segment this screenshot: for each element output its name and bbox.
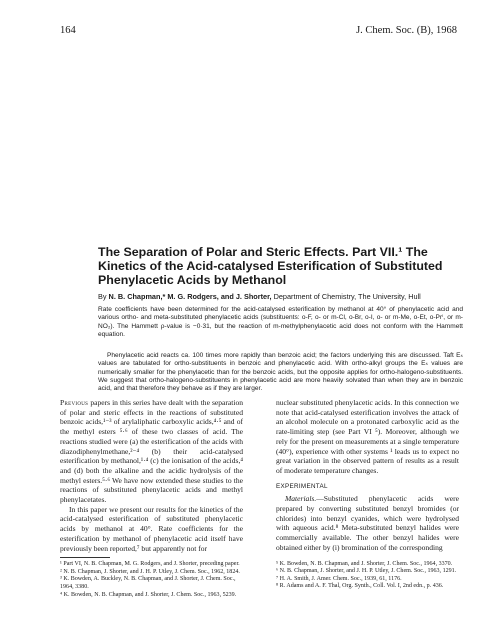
footnote-1: ¹ Part VI, N. B. Chapman, M. G. Rodgers, and J. Shorter, preceding paper. (60, 561, 240, 568)
footnote-8: ⁸ R. Adams and A. F. Thal, Org. Synth., Coll. Vol. I, 2nd edn., p. 436. (276, 583, 444, 590)
page-number: 164 (60, 25, 76, 36)
intro-lead-word: Previous (60, 398, 89, 407)
intro-text: papers in this series have dealt with the separation of polar and steric effects in the reactions of substituted benzoic acids,¹⁻³ of arylaliphatic carboxylic acids,⁴·⁵ and of the methyl esters ⁵·⁶ of these two classes of acid. The reactions studied were (a) the esterification of the acids with diazodiphenylmethane,²⁻⁴ (b) their acid-catalysed esterification by methanol,¹·⁴ (c) the ionisation of the acids,⁴ and (d) both the alkaline and the acidic hydrolysis of the methyl esters.⁵·⁶ We have now extended these studies to the reactions of substituted phenylacetic acids and methyl phenylacetates. (60, 398, 243, 505)
footnote-5: ⁵ K. Bowden, N. B. Chapman, and J. Shorter, J. Chem. Soc., 1964, 3370. (276, 560, 453, 567)
authors: N. B. Chapman,* M. G. Rodgers, and J. Shorter, (108, 292, 272, 301)
right-column (276, 398, 459, 591)
experimental-heading: EXPERIMENTAL (276, 482, 328, 490)
footnote-3: ³ K. Bowden, A. Buckley, N. B. Chapman, and J. Shorter, J. Chem. Soc., 1964, 3380. (60, 576, 236, 591)
article-title: The Separation of Polar and Steric Effects. Part VII.¹ The Kinetics of the Acid-catalysed Esterification of Substituted Phenylacetic Acids by Methanol (98, 245, 443, 287)
materials-paragraph (276, 494, 459, 552)
left-column (60, 398, 243, 599)
running-head: J. Chem. Soc. (B), 1968 (356, 25, 457, 36)
byline-prefix: By (98, 292, 109, 301)
abstract-paragraph-2: Phenylacetic acid reacts ca. 100 times more rapidly than benzoic acid; the factors underlying this are discussed. Taft Eₛ values are tabulated for ortho-substituents in benzoic and phenylacetic acid. With ortho-alkyl groups the Eₛ values are numerically smaller for the phenylacetic than for the benzoic acids, but the opposite applies for ortho-halogeno-substituents. We suggest that ortho-halogeno-substituents in phenylacetic acid are more heavily solvated than when they are in benzoic acid, and that therefore they behave as if they are larger. (98, 352, 463, 393)
body-paragraph-3: nuclear substituted phenylacetic acids. In this connection we note that acid-catalysed esterification involves the attack of an alcohol molecule on a protonated carboxylic acid as the rate-limiting step (see Part VI ⁵). Moreover, although we rely for the present on measurements at a single temperature (40°), experience with other systems ¹ leads us to expect no great variation in the observed pattern of results as a result of moderate temperature changes. (276, 398, 459, 475)
footnote-7: ⁷ H. A. Smith, J. Amer. Chem. Soc., 1939, 61, 1176. (276, 575, 402, 582)
abstract-paragraph-1: Rate coefficients have been determined for the acid-catalysed esterification by methanol at 40° of phenylacetic acid and various ortho- and meta-substituted phenylacetic acids (substituents: o-F, o- or m-Cl, o-Br, o-I, o- or m-Me, o-Et, o-Prⁱ, or m-NO₂). The Hammett ρ-value is −0·31, but the reaction of m-methylphenylacetic acid does not conform with the Hammett equation. (98, 306, 463, 339)
body-paragraph-2: In this paper we present our results for the kinetics of the acid-catalysed esterification of substituted phenylacetic acids by methanol at 40°. Rate coefficients for the esterification by methanol of phenylacetic acid itself have previously been reported,⁷ but apparently not for (60, 504, 243, 553)
intro-paragraph (60, 398, 243, 505)
footnote-rule-right (276, 557, 326, 558)
footnote-2: ² N. B. Chapman, J. Shorter, and J. H. P. Utley, J. Chem. Soc., 1962, 1824. (60, 568, 240, 575)
materials-label: Materials. (285, 494, 317, 504)
footnote-4: ⁴ K. Bowden, N. B. Chapman, and J. Shorter, J. Chem. Soc., 1963, 5239. (60, 591, 237, 598)
materials-text: —Substituted phenylacetic acids were prepared by converting substituted benzyl bromides (or chlorides) into benzyl cyanides, which were hydrolysed with aqueous acid.⁸ Meta-substituted benzyl halides were commercially available. The other benzyl halides were obtained either by (i) bromination of the corresponding (276, 494, 459, 552)
affiliation: Department of Chemistry, The University, Hull (271, 292, 421, 301)
footnote-6: ⁶ N. B. Chapman, J. Shorter, and J. H. P. Utley, J. Chem. Soc., 1963, 1291. (276, 568, 457, 575)
footnote-rule (60, 557, 110, 558)
byline (98, 292, 468, 301)
